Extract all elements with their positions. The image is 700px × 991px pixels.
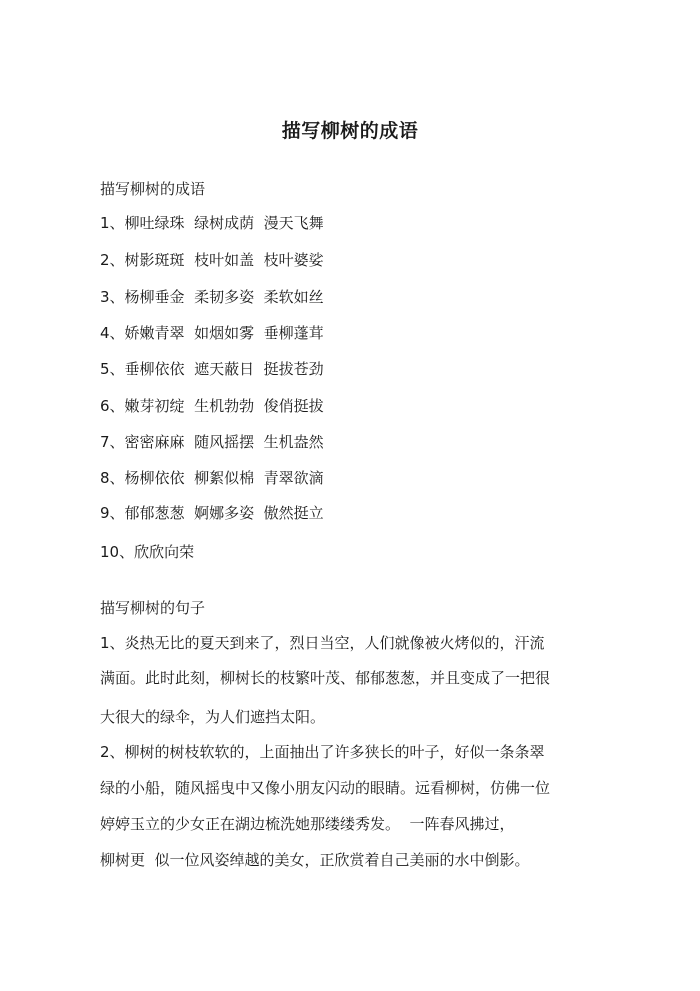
paragraph-line: 绿的小船，随风摇曳中又像小朋友闪动的眼睛。远看柳树，仿佛一位 — [100, 779, 551, 797]
idiom-item: 1、柳吐绿珠 绿树成荫 漫天飞舞 — [100, 214, 324, 232]
idiom-item: 9、郁郁葱葱 婀娜多姿 傲然挺立 — [100, 504, 324, 522]
paragraph-line: 柳树更 似一位风姿绰越的美女，正欣赏着自己美丽的水中倒影。 — [100, 851, 530, 869]
paragraph-line: 大很大的绿伞，为人们遮挡太阳。 — [100, 708, 326, 726]
idiom-item: 2、树影斑斑 枝叶如盖 枝叶婆娑 — [100, 251, 324, 269]
idiom-item: 5、垂柳依依 遮天蔽日 挺拔苍劲 — [100, 360, 324, 378]
idioms-section-heading: 描写柳树的成语 — [100, 180, 206, 198]
idiom-item: 4、娇嫩青翠 如烟如雾 垂柳蓬茸 — [100, 324, 324, 342]
paragraph-line: 2、柳树的树枝软软的，上面抽出了许多狭长的叶子，好似一条条翠 — [100, 743, 545, 761]
idiom-item: 7、密密麻麻 随风摇摆 生机盎然 — [100, 433, 324, 451]
paragraph-line: 婷婷玉立的少女正在湖边梳洗她那缕缕秀发。 一阵春风拂过， — [100, 815, 515, 833]
idiom-item: 10、欣欣向荣 — [100, 543, 195, 561]
paragraph-line: 1、炎热无比的夏天到来了，烈日当空，人们就像被火烤似的，汗流 — [100, 634, 545, 652]
idiom-item: 6、嫩芽初绽 生机勃勃 俊俏挺拔 — [100, 397, 324, 415]
idiom-item: 8、杨柳依依 柳絮似棉 青翠欲滴 — [100, 469, 324, 487]
sentences-section-heading: 描写柳树的句子 — [100, 599, 206, 617]
idiom-item: 3、杨柳垂金 柔韧多姿 柔软如丝 — [100, 288, 324, 306]
paragraph-line: 满面。此时此刻，柳树长的枝繁叶茂、郁郁葱葱，并且变成了一把很 — [100, 669, 551, 687]
document-title: 描写柳树的成语 — [281, 120, 419, 142]
